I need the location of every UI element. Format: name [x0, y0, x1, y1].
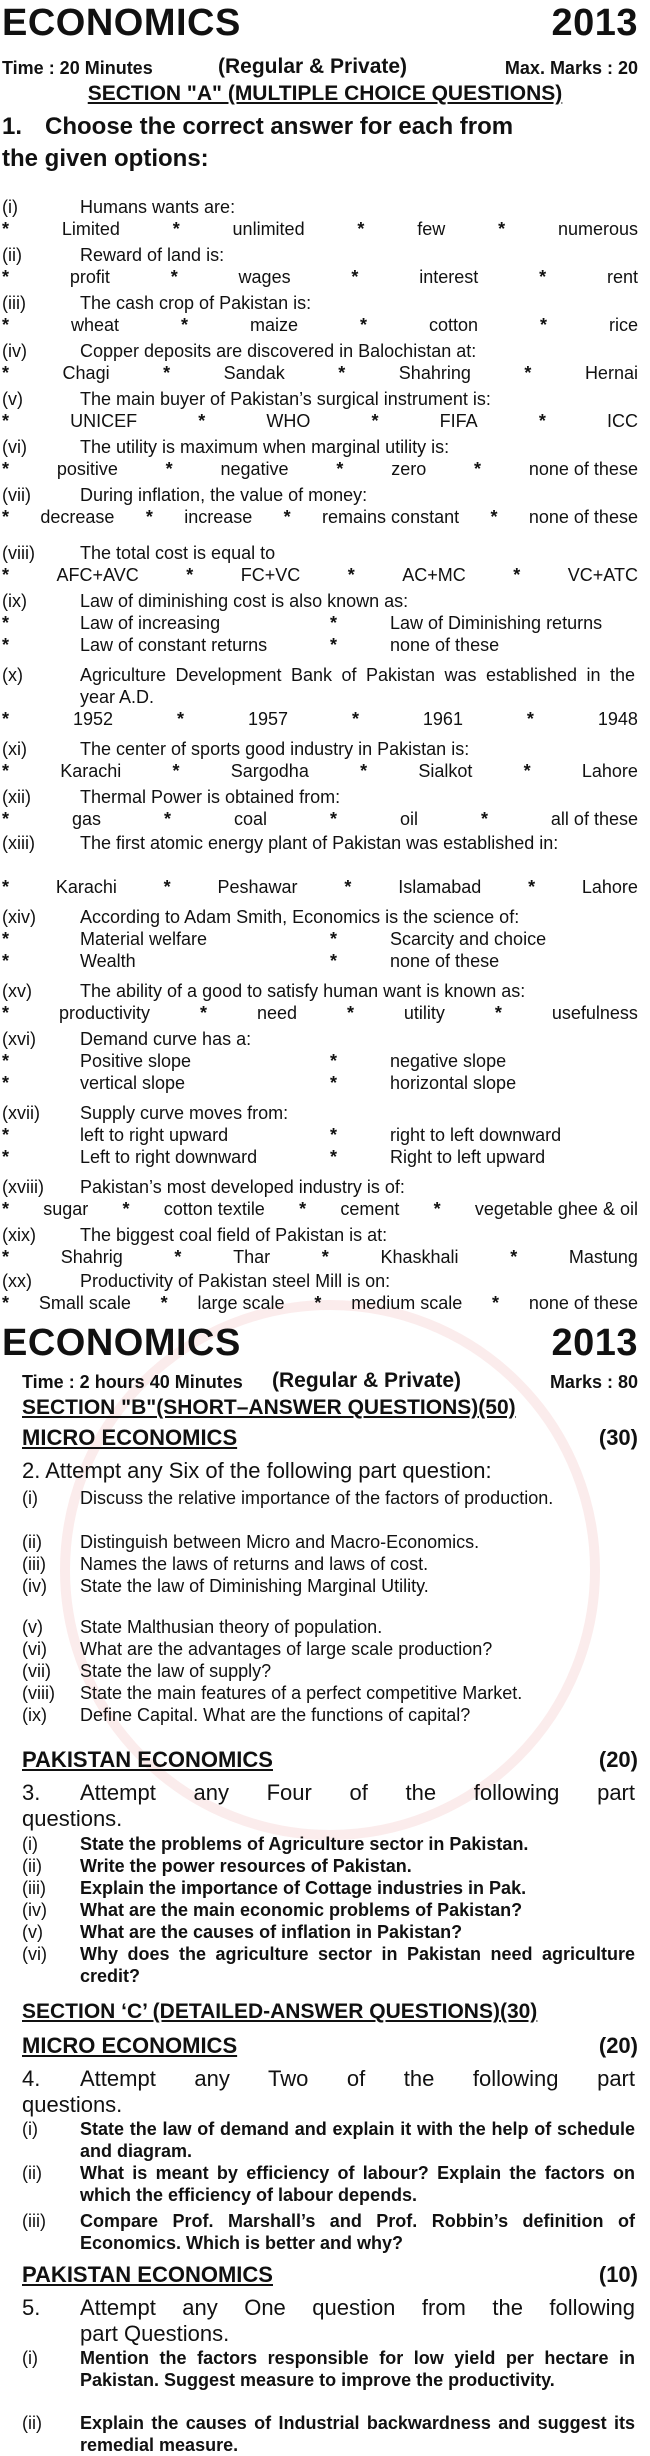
option-bullet: *: [2, 267, 10, 287]
option-4: rice: [608, 315, 638, 335]
section-b-heading: SECTION "B"(SHORT–ANSWER QUESTIONS)(50): [22, 1396, 516, 1419]
item-number: (x): [2, 665, 23, 685]
item-text: Write the power resources of Pakistan.: [80, 1856, 412, 1876]
option-bullet: *: [338, 363, 346, 383]
option-bullet: *: [494, 1003, 502, 1023]
item-text: State Malthusian theory of population.: [80, 1617, 383, 1637]
option-4: none of these: [528, 507, 638, 527]
option-3: Islamabad: [398, 877, 482, 897]
option-4: 1948: [597, 709, 638, 729]
option-1: productivity: [58, 1003, 151, 1023]
option-bullet: *: [2, 1073, 10, 1093]
item-text: State the law of supply?: [80, 1661, 272, 1681]
option-bullet: *: [2, 1051, 10, 1071]
q4-line2: questions.: [22, 2092, 123, 2117]
option-2: 1957: [247, 709, 288, 729]
question-text: The center of sports good industry in Pakistan is:: [80, 739, 470, 759]
option-2: unlimited: [232, 219, 305, 239]
option-1: Small scale: [38, 1293, 131, 1313]
option-bullet: *: [330, 1147, 338, 1167]
options: [2, 362, 638, 384]
option-3: few: [417, 219, 446, 239]
options: [2, 1198, 638, 1220]
micro-title: MICRO ECONOMICS: [22, 2033, 238, 2058]
option-bullet: *: [165, 459, 173, 479]
option-bullet: *: [170, 267, 178, 287]
option-bullet: *: [2, 951, 10, 971]
options: [2, 708, 638, 730]
option-bullet: *: [524, 363, 532, 383]
item-number: (ix): [22, 1705, 47, 1725]
option-bullet: *: [2, 219, 10, 239]
option-3: zero: [391, 459, 427, 479]
question-text: The cash crop of Pakistan is:: [80, 293, 312, 313]
option-3: oil: [399, 809, 418, 829]
option-4: all of these: [550, 809, 638, 829]
item-number: (iii): [22, 2211, 46, 2231]
option-bullet: *: [539, 267, 547, 287]
option-2: negative slope: [390, 1051, 507, 1071]
option-3: FIFA: [439, 411, 478, 431]
option-bullet: *: [172, 761, 180, 781]
option-bullet: *: [2, 1125, 10, 1145]
question-text: Thermal Power is obtained from:: [80, 787, 341, 807]
item-number: (vi): [22, 1639, 47, 1659]
option-bullet: *: [198, 411, 206, 431]
section-a-heading: SECTION "A" (MULTIPLE CHOICE QUESTIONS): [87, 82, 563, 105]
option-bullet: *: [474, 459, 482, 479]
item-number: (viii): [22, 1683, 55, 1703]
pak-marks: (20): [598, 1747, 638, 1772]
q4-number: 4.: [22, 2066, 41, 2091]
option-1: Limited: [61, 219, 120, 239]
option-4: horizontal slope: [390, 1073, 517, 1093]
option-bullet: *: [490, 507, 498, 527]
option-1: Chagi: [62, 363, 110, 383]
option-3: AC+MC: [402, 565, 466, 585]
item-number: (ii): [22, 1856, 42, 1876]
option-4: none of these: [390, 951, 500, 971]
option-bullet: *: [523, 761, 531, 781]
option-bullet: *: [321, 1247, 329, 1267]
item-text: State the main features of a perfect competitive Market.: [80, 1683, 523, 1703]
item-number: (iii): [2, 293, 26, 313]
option-1: Material welfare: [80, 929, 208, 949]
item-number: (xx): [2, 1271, 32, 1291]
option-2: Law of Diminishing returns: [390, 613, 603, 633]
option-1: decrease: [40, 507, 115, 527]
item-number: (vi): [22, 1944, 47, 1964]
item-text: What are the advantages of large scale production?: [80, 1639, 493, 1659]
q4-line1: Attempt any Two of the following part: [80, 2066, 635, 2091]
item-number: (vi): [2, 437, 27, 457]
option-bullet: *: [2, 809, 10, 829]
option-2: negative: [220, 459, 289, 479]
item-text: Discuss the relative importance of the factors of production.: [80, 1488, 554, 1508]
option-bullet: *: [510, 1247, 518, 1267]
item-text: What is meant by efficiency of labour? Explain the factors on which the efficiency of labour depends.: [80, 2163, 635, 2205]
item-number: (xi): [2, 739, 27, 759]
marks-text: Max. Marks : 20: [504, 58, 638, 78]
question-text: Pakistan’s most developed industry is of:: [80, 1177, 405, 1197]
q2-heading: 2. Attempt any Six of the following part question:: [22, 1458, 492, 1483]
item-number: (vii): [22, 1661, 51, 1681]
option-bullet: *: [163, 363, 171, 383]
item-number: (ii): [2, 245, 22, 265]
option-4: none of these: [528, 1293, 638, 1313]
item-number: (xiii): [2, 833, 35, 853]
option-bullet: *: [357, 219, 365, 239]
option-1: Karachi: [60, 761, 122, 781]
item-number: (i): [22, 1488, 38, 1508]
question-text: Supply curve moves from:: [80, 1103, 289, 1123]
item-text: State the problems of Agriculture sector in Pakistan.: [80, 1834, 529, 1854]
option-4: none of these: [528, 459, 638, 479]
options: [2, 760, 638, 782]
option-3: vertical slope: [80, 1073, 186, 1093]
item-number: (xvi): [2, 1029, 36, 1049]
option-1: 1952: [72, 709, 114, 729]
option-bullet: *: [2, 363, 10, 383]
option-bullet: *: [347, 565, 355, 585]
option-4: Lahore: [581, 761, 638, 781]
question-text: During inflation, the value of money:: [80, 485, 368, 505]
option-4: Right to left upward: [390, 1147, 546, 1167]
option-bullet: *: [2, 709, 10, 729]
question-text: Demand curve has a:: [80, 1029, 252, 1049]
item-number: (ii): [22, 1532, 42, 1552]
option-1: Karachi: [55, 877, 117, 897]
time-text: Time : 20 Minutes: [2, 58, 153, 78]
item-number: (xiv): [2, 907, 36, 927]
item-text: Explain the importance of Cottage industries in Pak.: [80, 1878, 527, 1898]
year-text: 2013: [551, 2, 638, 44]
option-bullet: *: [186, 565, 194, 585]
mode-text: (Regular & Private): [272, 1369, 462, 1392]
option-bullet: *: [330, 951, 338, 971]
option-4: none of these: [390, 635, 500, 655]
option-3: Khaskhali: [380, 1247, 459, 1267]
item-text: Mention the factors responsible for low yield per hectare in Pakistan. Suggest measure to improve the productivity.: [80, 2348, 635, 2390]
option-3: utility: [403, 1003, 445, 1023]
option-4: VC+ATC: [567, 565, 638, 585]
title-text: ECONOMICS: [2, 1322, 241, 1364]
option-4: rent: [606, 267, 638, 287]
question-text: Agriculture Development Bank of Pakistan was established in the year A.D.: [80, 665, 635, 707]
option-2: wages: [238, 267, 291, 287]
option-1: Shahrig: [60, 1247, 123, 1267]
question-text: The total cost is equal to: [80, 543, 276, 563]
option-bullet: *: [2, 411, 10, 431]
item-number: (ii): [22, 2163, 42, 2183]
option-bullet: *: [199, 1003, 207, 1023]
option-2: right to left downward: [390, 1125, 562, 1145]
section-c-heading: SECTION ‘C’ (DETAILED-ANSWER QUESTIONS)(30): [22, 2000, 538, 2023]
option-bullet: *: [513, 565, 521, 585]
time-text: Time : 2 hours 40 Minutes: [22, 1372, 243, 1392]
option-2: Scarcity and choice: [390, 929, 547, 949]
option-bullet: *: [330, 1051, 338, 1071]
options: [2, 218, 638, 240]
option-4: usefulness: [551, 1003, 638, 1023]
item-number: (iv): [22, 1576, 47, 1596]
item-number: (iv): [2, 341, 27, 361]
option-bullet: *: [330, 613, 338, 633]
pak-title: PAKISTAN ECONOMICS: [22, 2262, 273, 2287]
question-text: The biggest coal field of Pakistan is at:: [80, 1225, 388, 1245]
option-2: large scale: [197, 1293, 285, 1313]
option-bullet: *: [172, 219, 180, 239]
option-bullet: *: [314, 1293, 322, 1313]
option-1: profit: [69, 267, 110, 287]
option-1: Positive slope: [80, 1051, 192, 1071]
option-bullet: *: [2, 315, 10, 335]
option-bullet: *: [181, 315, 189, 335]
item-number: (iv): [22, 1900, 47, 1920]
option-bullet: *: [2, 1003, 10, 1023]
question-text: The ability of a good to satisfy human want is known as:: [80, 981, 526, 1001]
option-bullet: *: [283, 507, 291, 527]
option-1: Law of increasing: [80, 613, 221, 633]
options: [2, 506, 638, 528]
item-number: (i): [22, 2348, 38, 2368]
options: [2, 410, 638, 432]
option-3: Left to right downward: [80, 1147, 258, 1167]
q3-line1: Attempt any Four of the following part: [80, 1780, 635, 1805]
item-text: State the law of demand and explain it with the help of schedule and diagram.: [80, 2119, 635, 2161]
item-number: (xvii): [2, 1103, 40, 1123]
item-text: Compare Prof. Marshall’s and Prof. Robbin’s definition of Economics. Which is better and why?: [80, 2211, 635, 2253]
option-bullet: *: [359, 315, 367, 335]
micro-title: MICRO ECONOMICS: [22, 1425, 238, 1450]
option-bullet: *: [2, 613, 10, 633]
option-bullet: *: [492, 1293, 500, 1313]
item-number: (i): [22, 1834, 38, 1854]
option-4: Hernai: [584, 363, 638, 383]
item-text: What are the causes of inflation in Pakistan?: [80, 1922, 463, 1942]
option-4: Mastung: [568, 1247, 638, 1267]
q5-number: 5.: [22, 2295, 41, 2320]
option-bullet: *: [433, 1199, 441, 1219]
item-number: (xii): [2, 787, 31, 807]
option-4: Lahore: [581, 877, 638, 897]
option-bullet: *: [2, 565, 10, 585]
options: [2, 876, 638, 898]
question-text: The utility is maximum when marginal utility is:: [80, 437, 450, 457]
option-2: WHO: [266, 411, 311, 431]
item-text: Names the laws of returns and laws of cost.: [80, 1554, 429, 1574]
item-number: (v): [22, 1922, 43, 1942]
options: [2, 808, 638, 830]
option-bullet: *: [480, 809, 488, 829]
option-bullet: *: [330, 635, 338, 655]
option-bullet: *: [344, 877, 352, 897]
option-bullet: *: [2, 1199, 10, 1219]
option-2: coal: [233, 809, 267, 829]
option-1: positive: [56, 459, 118, 479]
option-bullet: *: [2, 459, 10, 479]
question-text: The first atomic energy plant of Pakistan was established in:: [80, 833, 559, 853]
options: [2, 564, 638, 586]
option-bullet: *: [2, 877, 10, 897]
options: [2, 266, 638, 288]
micro-marks: (30): [598, 1425, 638, 1450]
options: [2, 1002, 638, 1024]
q5-line2: part Questions.: [80, 2321, 230, 2346]
option-bullet: *: [351, 709, 359, 729]
micro-marks: (20): [598, 2033, 638, 2058]
option-3: Shahring: [398, 363, 471, 383]
option-bullet: *: [122, 1199, 130, 1219]
option-bullet: *: [2, 1247, 10, 1267]
option-bullet: *: [2, 1293, 10, 1313]
item-number: (viii): [2, 543, 35, 563]
q1-number: 1.: [2, 113, 23, 140]
option-bullet: *: [538, 411, 546, 431]
option-3: cotton: [428, 315, 478, 335]
item-number: (i): [2, 197, 18, 217]
option-bullet: *: [360, 761, 368, 781]
item-number: (ii): [22, 2413, 42, 2433]
option-4: ICC: [606, 411, 638, 431]
options: [2, 1292, 638, 1314]
question-text: According to Adam Smith, Economics is the science of:: [80, 907, 520, 927]
option-3: Law of constant returns: [80, 635, 268, 655]
option-3: medium scale: [351, 1293, 463, 1313]
option-bullet: *: [163, 877, 171, 897]
option-3: cement: [340, 1199, 400, 1219]
option-3: interest: [419, 267, 479, 287]
options: [2, 458, 638, 480]
option-bullet: *: [2, 929, 10, 949]
option-2: maize: [249, 315, 298, 335]
item-number: (xix): [2, 1225, 36, 1245]
option-2: cotton textile: [163, 1199, 265, 1219]
option-bullet: *: [163, 809, 171, 829]
q3-line2: questions.: [22, 1806, 123, 1831]
option-bullet: *: [174, 1247, 182, 1267]
q1-line1: Choose the correct answer for each from: [45, 113, 514, 140]
title-text: ECONOMICS: [2, 2, 241, 44]
option-bullet: *: [329, 809, 337, 829]
option-2: Thar: [233, 1247, 271, 1267]
option-3: Wealth: [80, 951, 136, 971]
option-bullet: *: [160, 1293, 168, 1313]
option-2: Peshawar: [217, 877, 298, 897]
question-text: The main buyer of Pakistan’s surgical instrument is:: [80, 389, 491, 409]
item-text: State the law of Diminishing Marginal Utility.: [80, 1576, 429, 1596]
options: [2, 314, 638, 336]
option-bullet: *: [526, 709, 534, 729]
option-2: increase: [184, 507, 253, 527]
option-1: left to right upward: [80, 1125, 229, 1145]
option-2: need: [256, 1003, 297, 1023]
option-bullet: *: [2, 1147, 10, 1167]
option-1: gas: [71, 809, 102, 829]
option-bullet: *: [145, 507, 153, 527]
question-text: Reward of land is:: [80, 245, 225, 265]
question-text: Humans wants are:: [80, 197, 236, 217]
item-number: (xviii): [2, 1177, 44, 1197]
mode-text: (Regular & Private): [218, 55, 408, 78]
item-number: (vii): [2, 485, 31, 505]
option-bullet: *: [2, 507, 10, 527]
item-text: Why does the agriculture sector in Pakistan need agriculture credit?: [80, 1944, 635, 1986]
item-number: (v): [2, 389, 23, 409]
q5-line1: Attempt any One question from the following: [80, 2295, 635, 2320]
option-bullet: *: [2, 761, 10, 781]
option-2: FC+VC: [240, 565, 301, 585]
question-text: Law of diminishing cost is also known as:: [80, 591, 409, 611]
option-4: vegetable ghee & oil: [474, 1199, 638, 1219]
item-text: Define Capital. What are the functions of capital?: [80, 1705, 471, 1725]
option-bullet: *: [528, 877, 536, 897]
option-bullet: *: [371, 411, 379, 431]
options: [2, 1246, 638, 1268]
marks-text: Marks : 80: [549, 1372, 638, 1392]
pak-marks: (10): [598, 2262, 638, 2287]
item-number: (v): [22, 1617, 43, 1637]
option-bullet: *: [336, 459, 344, 479]
option-bullet: *: [299, 1199, 307, 1219]
option-bullet: *: [176, 709, 184, 729]
option-4: numerous: [557, 219, 638, 239]
item-number: (xv): [2, 981, 32, 1001]
item-text: Explain the causes of Industrial backwardness and suggest its remedial measure.: [80, 2413, 635, 2455]
option-3: 1961: [422, 709, 463, 729]
option-2: Sandak: [223, 363, 285, 383]
option-2: Sargodha: [230, 761, 309, 781]
option-bullet: *: [539, 315, 547, 335]
item-text: Distinguish between Micro and Macro-Economics.: [80, 1532, 480, 1552]
q3-number: 3.: [22, 1780, 41, 1805]
option-1: wheat: [70, 315, 120, 335]
option-3: remains constant: [322, 507, 460, 527]
option-bullet: *: [330, 1073, 338, 1093]
year-text: 2013: [551, 1322, 638, 1364]
item-number: (i): [22, 2119, 38, 2139]
q1-line2: the given options:: [2, 145, 209, 172]
option-bullet: *: [351, 267, 359, 287]
item-number: (iii): [22, 1878, 46, 1898]
pak-title: PAKISTAN ECONOMICS: [22, 1747, 273, 1772]
option-1: AFC+AVC: [56, 565, 139, 585]
option-bullet: *: [498, 219, 506, 239]
option-1: sugar: [43, 1199, 89, 1219]
option-bullet: *: [330, 1125, 338, 1145]
option-1: UNICEF: [70, 411, 138, 431]
question-text: Copper deposits are discovered in Balochistan at:: [80, 341, 477, 361]
option-bullet: *: [2, 635, 10, 655]
item-number: (ix): [2, 591, 27, 611]
option-bullet: *: [330, 929, 338, 949]
item-text: What are the main economic problems of Pakistan?: [80, 1900, 523, 1920]
option-bullet: *: [346, 1003, 354, 1023]
option-3: Sialkot: [418, 761, 473, 781]
question-text: Productivity of Pakistan steel Mill is on:: [80, 1271, 391, 1291]
item-number: (iii): [22, 1554, 46, 1574]
